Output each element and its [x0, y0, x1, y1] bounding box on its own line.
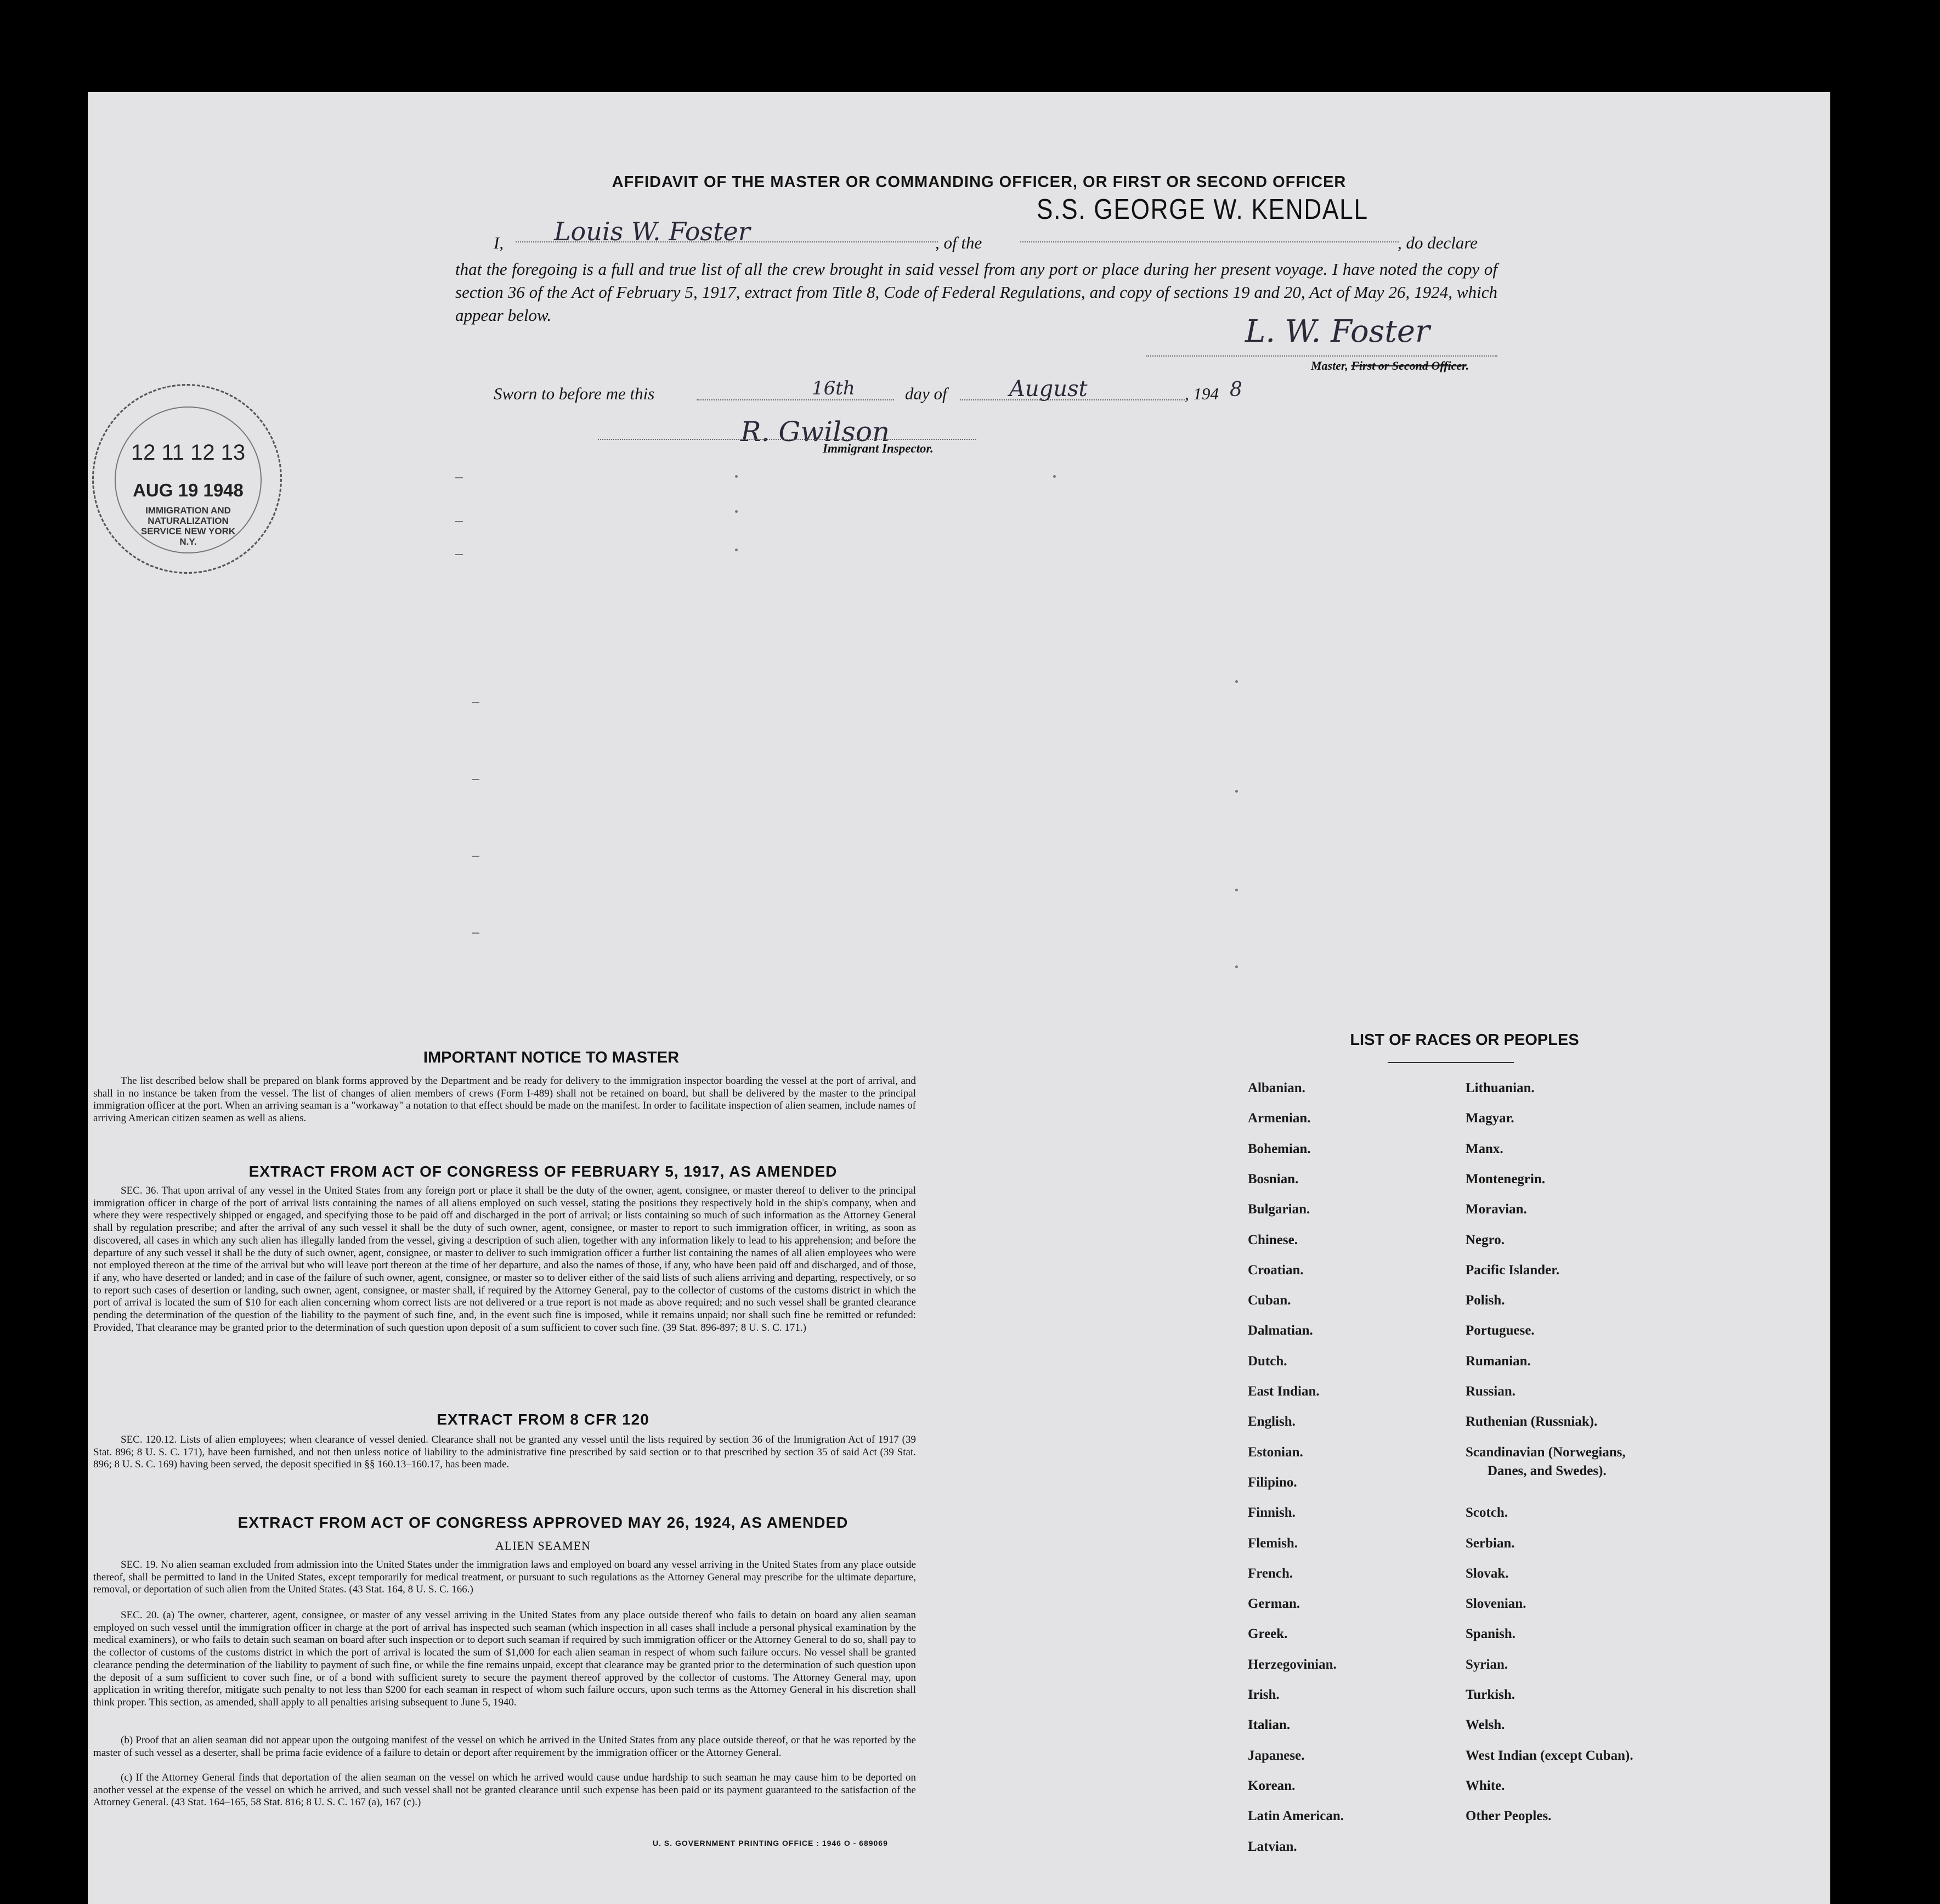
- extract-cfr-text: SEC. 120.12. Lists of alien employees; when clearance of vessel denied. Clearance shall not be granted any vessel until the lists required by section 36 of the Immigration Act of 1917 (39 Stat. 896; 8 U. S. C. 171), have been furnished, and not then unless notice of liability to the administrative fine prescribed by said section or to that prescribed by section 35 of said Act (39 Stat. 896; 8 U. S. C. 169) having been served, the deposit specified in §§ 160.13–160.17, has been made.: [93, 1434, 916, 1471]
- printing-office-footer: U. S. GOVERNMENT PRINTING OFFICE : 1946 O - 689069: [653, 1839, 888, 1847]
- extract-1917-title: EXTRACT FROM ACT OF CONGRESS OF FEBRUARY 5, 1917, AS AMENDED: [248, 1163, 838, 1180]
- race-item: Bohemian.: [1248, 1142, 1311, 1156]
- race-item: Manx.: [1466, 1142, 1503, 1156]
- sworn-year-prefix: , 194: [1185, 384, 1219, 403]
- race-item: Scotch.: [1466, 1505, 1508, 1520]
- extract-cfr-title: EXTRACT FROM 8 CFR 120: [437, 1411, 649, 1428]
- inspector-label: Immigrant Inspector.: [823, 442, 934, 455]
- race-item: Ruthenian (Russniak).: [1466, 1414, 1598, 1429]
- vessel-name: S.S. GEORGE W. KENDALL: [1037, 194, 1368, 225]
- vessel-name-line: [1020, 241, 1399, 242]
- stamp-service: IMMIGRATION AND NATURALIZATION SERVICE NEW YORK N.Y.: [140, 505, 236, 547]
- sworn-day-line: [697, 399, 894, 400]
- race-item: Lithuanian.: [1466, 1081, 1535, 1095]
- punch-hole: [1848, 257, 1882, 290]
- race-item: Dalmatian.: [1248, 1323, 1313, 1338]
- race-item: Dutch.: [1248, 1354, 1287, 1369]
- race-item: Croatian.: [1248, 1263, 1304, 1278]
- race-item: Latvian.: [1248, 1839, 1297, 1854]
- punch-hole: [1849, 613, 1880, 641]
- race-item: Italian.: [1248, 1717, 1291, 1732]
- race-item: West Indian (except Cuban).: [1466, 1748, 1633, 1763]
- race-item: Spanish.: [1466, 1626, 1516, 1641]
- race-item: White.: [1466, 1778, 1505, 1793]
- race-item: Cuban.: [1248, 1293, 1291, 1308]
- inspector-signature-line: [598, 439, 976, 440]
- punch-hole: [1849, 702, 1880, 730]
- sworn-year-digit: 8: [1230, 378, 1242, 401]
- race-item: Korean.: [1248, 1778, 1296, 1793]
- race-item: Latin American.: [1248, 1809, 1344, 1823]
- extract-1924-title: EXTRACT FROM ACT OF CONGRESS APPROVED MAY 26, 1924, AS AMENDED: [237, 1514, 849, 1531]
- race-item: East Indian.: [1248, 1384, 1320, 1399]
- race-item: Welsh.: [1466, 1717, 1505, 1732]
- race-item: Syrian.: [1466, 1657, 1508, 1672]
- of-the-text: , of the: [935, 233, 982, 252]
- extract-1924-sec20a: SEC. 20. (a) The owner, charterer, agent, consignee, or master of any vessel arriving in the United States from any place outside thereof who fails to detain on board any alien seaman employed on such vessel until the immigration officer in charge at the port of arrival has inspected such seaman (which inspection in all cases shall include a personal physical examination by the medical examiners), or who fails to detain such seaman on board after such inspection or to deport such seaman if required by such immigration officer or the Attorney General to do so, shall pay to the collector of customs of the customs district in which the port of arrival is located the sum of $1,000 for each alien seaman in respect of whom such failure occurs. No vessel shall be granted clearance pending the determination of the liability to payment of such fine, or while the fine remains unpaid, except that clearance may be granted prior to the determination of such question upon the deposit of a sum sufficient to cover such fine, or of a bond with sufficient surety to secure the payment thereof approved by the collector of customs. The Attorney General may, upon application in writing therefor, mitigate such penalty to not less than $200 for each seaman in respect of whom such failure occurs, upon such terms as the Attorney General in his discretion shall think proper. This section, as amended, shall apply to all penalties arising subsequent to June 5, 1940.: [93, 1609, 916, 1708]
- race-item: German.: [1248, 1596, 1300, 1611]
- race-item: Rumanian.: [1466, 1354, 1531, 1369]
- punch-hole: [1852, 1613, 1885, 1642]
- race-item: Armenian.: [1248, 1111, 1311, 1126]
- race-item: Slovenian.: [1466, 1596, 1526, 1611]
- signature-line: [1146, 355, 1497, 357]
- race-item: Herzegovinian.: [1248, 1657, 1337, 1672]
- sworn-line: [494, 384, 1262, 404]
- extract-1924-subtitle: ALIEN SEAMEN: [495, 1539, 591, 1552]
- notice-text: The list described below shall be prepared on blank forms approved by the Department and be ready for delivery to the immigration inspector boarding the vessel at the port of arrival, and shall in no instance be taken from the vessel. The list of changes of alien members of crews (Form I-489) shall not be retained on board, but shall be delivered by the master to the principal immigration officer at the port. When an arriving seaman is a "workaway" a notation to that effect should be made on the manifest. In order to facilitate inspection of alien seamen, include names of arriving American citizen seamen as well as aliens.: [93, 1075, 916, 1125]
- race-item: Negro.: [1466, 1233, 1505, 1247]
- race-item: Albanian.: [1248, 1081, 1305, 1095]
- signature-label: Master, First or Second Officer.: [1311, 359, 1469, 372]
- stamp-top: 12 11 12 13: [131, 440, 246, 465]
- affidavit-title: AFFIDAVIT OF THE MASTER OR COMMANDING OFFICER, OR FIRST OR SECOND OFFICER: [612, 173, 1347, 191]
- race-item: Turkish.: [1466, 1687, 1515, 1702]
- extract-1924-sec19: SEC. 19. No alien seaman excluded from admission into the United States under the immigration laws and employed on board any vessel arriving in the United States from any place outside thereof, shall be permitted to land in the United States, except temporarily for medical treatment, or pursuant to such regulations as the Attorney General may prescribe for the ultimate departure, removal, or deportation of such alien from the United States. (43 Stat. 164, 8 U. S. C. 166.): [93, 1559, 916, 1596]
- notice-title: IMPORTANT NOTICE TO MASTER: [423, 1049, 680, 1066]
- affidavit-declaration: that the foregoing is a full and true list of all the crew brought in said vessel from any port or place during her present voyage. I have noted the copy of section 36 of the Act of February 5, 1917, extract from Title 8, Code of Federal Regulations, and copy of sections 19 and 20, Act of May 26, 1924, which appear below.: [455, 259, 1497, 325]
- race-item: Bulgarian.: [1248, 1202, 1310, 1217]
- master-name-handwritten: Louis W. Foster: [554, 217, 750, 246]
- do-declare-text: , do declare: [1398, 233, 1478, 252]
- races-title-rule: [1388, 1062, 1514, 1063]
- races-title: LIST OF RACES OR PEOPLES: [1350, 1031, 1579, 1049]
- immigration-date-stamp: [92, 384, 282, 574]
- race-item: Japanese.: [1248, 1748, 1305, 1763]
- race-item: Finnish.: [1248, 1505, 1296, 1520]
- race-item: Polish.: [1466, 1293, 1505, 1308]
- race-item: Magyar.: [1466, 1111, 1514, 1126]
- punch-hole: [1852, 177, 1882, 204]
- race-item: Danes, and Swedes).: [1487, 1464, 1607, 1478]
- race-item: English.: [1248, 1414, 1296, 1429]
- race-item: Scandinavian (Norwegians,: [1466, 1445, 1626, 1460]
- signature-label-master: Master,: [1311, 359, 1348, 372]
- master-signature: L. W. Foster: [1245, 314, 1430, 349]
- race-item: Greek.: [1248, 1626, 1288, 1641]
- punch-hole: [1851, 349, 1881, 376]
- signature-label-struck: First or Second Officer: [1351, 359, 1466, 372]
- race-item: Irish.: [1248, 1687, 1280, 1702]
- punch-hole: [1853, 1524, 1884, 1551]
- race-item: Moravian.: [1466, 1202, 1527, 1217]
- race-item: Filipino.: [1248, 1475, 1297, 1490]
- race-item: Slovak.: [1466, 1566, 1509, 1581]
- punch-hole: [1853, 1232, 1884, 1259]
- race-item: French.: [1248, 1566, 1293, 1581]
- race-item: Portuguese.: [1466, 1323, 1535, 1338]
- race-item: Flemish.: [1248, 1536, 1298, 1551]
- race-item: Pacific Islander.: [1466, 1263, 1560, 1278]
- race-item: Other Peoples.: [1466, 1809, 1552, 1823]
- sworn-day: 16th: [812, 377, 855, 399]
- inspector-signature: R. Gwilson: [740, 416, 890, 448]
- race-item: Russian.: [1466, 1384, 1516, 1399]
- race-item: Bosnian.: [1248, 1172, 1299, 1187]
- extract-1924-sec20b: (b) Proof that an alien seaman did not appear upon the outgoing manifest of the vessel on which he arrived in the United States from any place outside thereof, or that he was reported by the master of such vessel as a deserter, shall be prima facie evidence of a failure to detain or deport after requirement by the immigration officer or the Attorney General.: [93, 1734, 916, 1759]
- extract-1917-text: SEC. 36. That upon arrival of any vessel in the United States from any foreign port or place it shall be the duty of the owner, agent, consignee, or master thereof to deliver to the principal immigration officer in charge of the port of arrival lists containing the names of all aliens employed on such vessel, stating the positions they respectively hold in the ship's company, when and where they were respectively shipped or engaged, and specifying those to be paid off and discharged in the port of arrival; or lists containing so much of such information as the Attorney General shall by regulation prescribe; and after the arrival of any such vessel it shall be the duty of such owner, agent, consignee, or master to report to such immigration officer, in writing, as soon as discovered, all cases in which any such alien has illegally landed from the vessel, giving a description of such alien, together with any information likely to lead to his apprehension; and before the departure of any such vessel it shall be the duty of such owner, agent, consignee, or master to deliver to such immigration officer a further list containing the names of all alien employees who were not employed thereon at the time of the arrival but who will leave port thereon at the time of her departure, and also the names of those, if any, who have been paid off and discharged, and of those, if any, who have deserted or landed; and in case of the failure of such owner, agent, consignee, or master so to deliver either of the said lists of such aliens arriving and departing, respectively, or so to report such cases of desertion or landing, such owner, agent, consignee, or master shall, if required by the Attorney General, pay to the collector of customs of the customs district in which the port of arrival is located the sum of $10 for each alien concerning whom correct lists are not delivered or a true report is not made as above required; and no such vessel shall be granted clearance pending the determination of the question of the liability to the payment of such fine, and, in the event such fine is imposed, while it remains unpaid; nor shall such fine be remitted or refunded: Provided, That clearance may be granted prior to the determination of such question upon deposit of a sum sufficient to cover such fine. (39 Stat. 896-897; 8 U. S. C. 171.): [93, 1185, 916, 1334]
- sworn-text: Sworn to before me this: [494, 384, 655, 403]
- affidavit-prefix: I,: [494, 233, 504, 252]
- race-item: Estonian.: [1248, 1445, 1303, 1460]
- sworn-month: August: [1009, 376, 1088, 402]
- stamp-date: AUG 19 1948: [133, 480, 244, 500]
- race-item: Serbian.: [1466, 1536, 1515, 1551]
- extract-1924-sec20c: (c) If the Attorney General finds that deportation of the alien seaman on the vessel on which he arrived would cause undue hardship to such seaman he may cause him to be deported on another vessel at the expense of the vessel on which he arrived, and such vessel shall not be granted clearance until such expense has been paid or its payment guaranteed to the satisfaction of the Attorney General. (43 Stat. 164–165, 58 Stat. 816; 8 U. S. C. 167 (a), 167 (c).): [93, 1772, 916, 1809]
- day-of-text: day of: [905, 384, 947, 403]
- race-item: Chinese.: [1248, 1233, 1298, 1247]
- race-item: Montenegrin.: [1466, 1172, 1546, 1187]
